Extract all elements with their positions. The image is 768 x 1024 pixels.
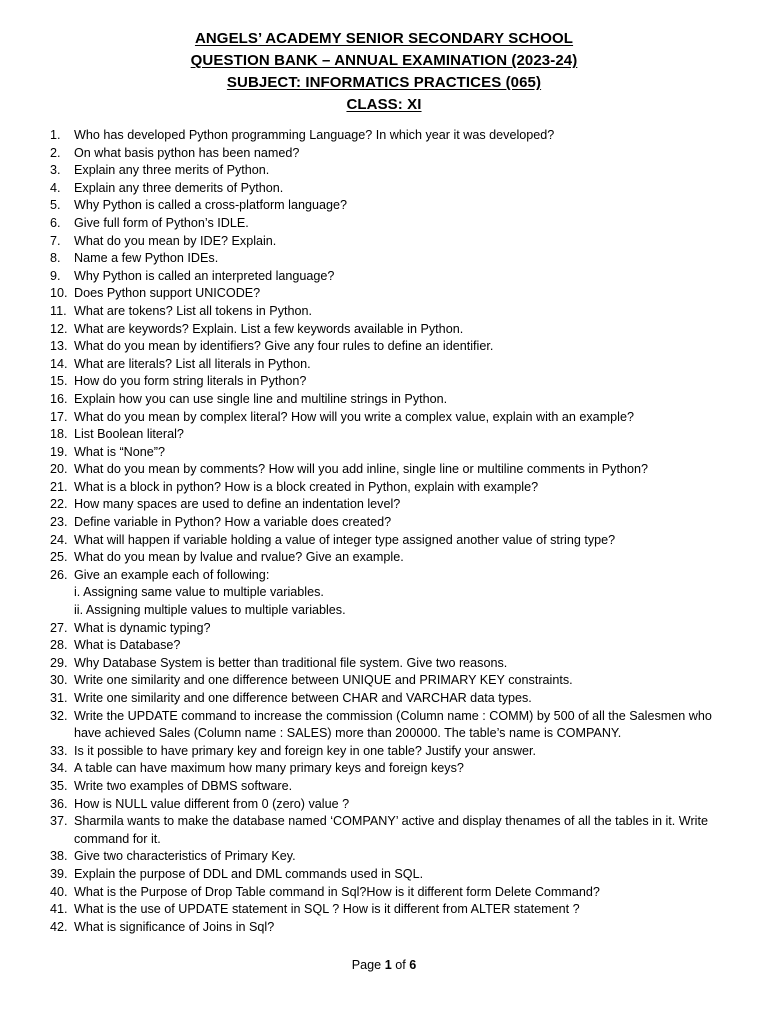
class-title: CLASS: XI <box>346 96 422 113</box>
question-item <box>50 233 740 251</box>
question-item <box>50 708 740 743</box>
question-item <box>50 796 740 814</box>
document-header <box>0 28 768 116</box>
question-item <box>50 356 740 374</box>
exam-title: QUESTION BANK – ANNUAL EXAMINATION (2023-24) <box>190 52 578 69</box>
question-text: Explain any three demerits of Python. <box>74 180 284 195</box>
page-label: Page <box>351 958 382 972</box>
question-number: 19. <box>50 444 68 459</box>
question-item <box>50 514 740 532</box>
question-text: What do you mean by IDE? Explain. <box>74 233 277 248</box>
question-item <box>50 409 740 427</box>
question-item <box>50 479 740 497</box>
question-text: Is it possible to have primary key and foreign key in one table? Justify your answer. <box>74 743 537 758</box>
question-text: What are literals? List all literals in Python. <box>74 356 311 371</box>
of-label: of <box>395 958 406 972</box>
question-item <box>50 620 740 638</box>
question-text: Define variable in Python? How a variable does created? <box>74 515 392 530</box>
question-number: 11. <box>50 303 67 318</box>
question-text: What will happen if variable holding a value of integer type assigned another value of string type? <box>74 532 616 547</box>
sub-question-text: ii. Assigning multiple values to multiple variables. <box>74 603 346 618</box>
question-number: 40. <box>50 884 68 899</box>
question-text: What do you mean by lvalue and rvalue? Give an example. <box>74 550 404 565</box>
school-name: ANGELS’ ACADEMY SENIOR SECONDARY SCHOOL <box>194 30 574 47</box>
question-item <box>50 655 740 673</box>
question-number: 20. <box>50 462 68 477</box>
question-number: 15. <box>50 374 68 389</box>
question-text: How do you form string literals in Python? <box>74 374 307 389</box>
question-number: 17. <box>50 409 68 424</box>
question-item <box>50 180 740 198</box>
question-text: Why Python is called a cross-platform language? <box>74 198 347 213</box>
question-text: What is dynamic typing? <box>74 620 211 635</box>
question-number: 4. <box>50 180 61 195</box>
question-item <box>50 848 740 866</box>
question-number: 23. <box>50 515 68 530</box>
question-number: 3. <box>50 163 61 178</box>
question-item <box>50 321 740 339</box>
question-number: 18. <box>50 427 68 442</box>
question-text: Write two examples of DBMS software. <box>74 778 293 793</box>
question-number: 1. <box>50 128 61 142</box>
question-text: Sharmila wants to make the database named ‘COMPANY’ active and display thenames of all the tables in it. Write command for it. <box>74 814 708 846</box>
question-text: What are keywords? Explain. List a few keywords available in Python. <box>74 321 464 336</box>
question-text: Give full form of Python’s IDLE. <box>74 215 249 230</box>
question-item <box>50 303 740 321</box>
question-number: 14. <box>50 356 68 371</box>
question-item <box>50 672 740 690</box>
question-item <box>50 813 740 848</box>
question-number: 8. <box>50 251 61 266</box>
question-item <box>50 215 740 233</box>
question-item <box>50 919 740 937</box>
question-text: What do you mean by comments? How will you add inline, single line or multiline comments in Python? <box>74 462 648 477</box>
question-number: 13. <box>50 339 68 354</box>
question-text: Who has developed Python programming Language? In which year it was developed? <box>74 128 555 142</box>
subject-title: SUBJECT: INFORMATICS PRACTICES (065) <box>226 74 542 91</box>
question-item <box>50 637 740 655</box>
question-item <box>50 268 740 286</box>
question-item <box>50 532 740 550</box>
sub-question-text: i. Assigning same value to multiple variables. <box>74 585 324 600</box>
question-item <box>50 426 740 444</box>
question-number: 34. <box>50 761 68 776</box>
question-item <box>50 778 740 796</box>
question-item <box>50 884 740 902</box>
question-item <box>50 250 740 268</box>
question-number: 30. <box>50 673 68 688</box>
question-text: Give two characteristics of Primary Key. <box>74 849 296 864</box>
question-number: 25. <box>50 550 68 565</box>
question-number: 37. <box>50 814 68 829</box>
question-item <box>50 145 740 163</box>
question-number: 31. <box>50 691 68 705</box>
question-text: Write the UPDATE command to increase the commission (Column name : COMM) by 500 of all the Salesmen who have achieved Sales (Column name : SALES) more than 200000. The table’s name is COMPANY. <box>74 708 712 741</box>
question-number: 10. <box>50 286 68 301</box>
total-pages-number: 6 <box>409 958 417 972</box>
question-item <box>50 690 740 708</box>
question-text: What is Database? <box>74 638 181 653</box>
question-item <box>50 461 740 479</box>
question-text: What is a block in python? How is a block created in Python, explain with example? <box>74 479 539 494</box>
question-number: 24. <box>50 532 68 547</box>
question-text: List Boolean literal? <box>74 427 184 442</box>
question-item <box>50 743 740 761</box>
question-item <box>50 444 740 462</box>
question-item <box>50 197 740 215</box>
question-number: 27. <box>50 620 68 635</box>
question-item <box>50 391 740 409</box>
question-text: Explain any three merits of Python. <box>74 163 270 178</box>
question-text: Does Python support UNICODE? <box>74 286 261 301</box>
question-item <box>50 285 740 303</box>
question-text: What is the Purpose of Drop Table command in Sql?How is it different form Delete Command? <box>74 884 600 899</box>
page-footer <box>0 956 768 974</box>
question-number: 12. <box>50 321 68 336</box>
question-text: How is NULL value different from 0 (zero) value ? <box>74 796 350 811</box>
current-page-number: 1 <box>384 958 392 972</box>
question-text: Write one similarity and one difference between CHAR and VARCHAR data types. <box>74 691 532 705</box>
question-text: Why Python is called an interpreted language? <box>74 268 335 283</box>
question-item <box>50 901 740 919</box>
question-item <box>50 373 740 391</box>
question-number: 16. <box>50 391 68 406</box>
question-item <box>50 338 740 356</box>
question-text: On what basis python has been named? <box>74 145 300 160</box>
question-number: 33. <box>50 743 68 758</box>
question-text: Write one similarity and one difference between UNIQUE and PRIMARY KEY constraints. <box>74 673 573 688</box>
question-number: 41. <box>50 902 68 917</box>
question-item <box>50 496 740 514</box>
question-number: 29. <box>50 655 68 670</box>
question-text: What is “None”? <box>74 444 165 459</box>
question-number: 32. <box>50 708 68 723</box>
question-text: What is the use of UPDATE statement in SQL ? How is it different from ALTER statement ? <box>74 902 580 917</box>
question-item <box>50 567 740 620</box>
question-number: 2. <box>50 145 61 160</box>
question-text: A table can have maximum how many primary keys and foreign keys? <box>74 761 464 776</box>
question-number: 35. <box>50 778 68 793</box>
question-number: 9. <box>50 268 61 283</box>
question-list <box>50 127 740 936</box>
question-item <box>50 760 740 778</box>
question-text: Explain how you can use single line and multiline strings in Python. <box>74 391 448 406</box>
question-number: 26. <box>50 567 68 582</box>
question-text: Why Database System is better than traditional file system. Give two reasons. <box>74 655 508 670</box>
question-item <box>50 549 740 567</box>
question-number: 28. <box>50 638 68 653</box>
question-text: What do you mean by complex literal? How will you write a complex value, explain with an example? <box>74 409 634 424</box>
question-number: 42. <box>50 919 68 934</box>
question-text: What is significance of Joins in Sql? <box>74 919 275 934</box>
question-number: 6. <box>50 215 61 230</box>
question-number: 22. <box>50 497 68 512</box>
question-text: Name a few Python IDEs. <box>74 251 219 266</box>
question-number: 39. <box>50 866 68 881</box>
question-text: Give an example each of following: <box>74 567 270 582</box>
question-number: 21. <box>50 479 68 494</box>
question-item <box>50 127 740 145</box>
question-number: 36. <box>50 796 68 811</box>
question-item <box>50 866 740 884</box>
question-text: What do you mean by identifiers? Give any four rules to define an identifier. <box>74 339 494 354</box>
question-text: What are tokens? List all tokens in Python. <box>74 303 313 318</box>
question-text: How many spaces are used to define an indentation level? <box>74 497 401 512</box>
question-text: Explain the purpose of DDL and DML commands used in SQL. <box>74 866 424 881</box>
question-number: 7. <box>50 233 61 248</box>
question-number: 5. <box>50 198 61 213</box>
question-number: 38. <box>50 849 68 864</box>
question-item <box>50 162 740 180</box>
